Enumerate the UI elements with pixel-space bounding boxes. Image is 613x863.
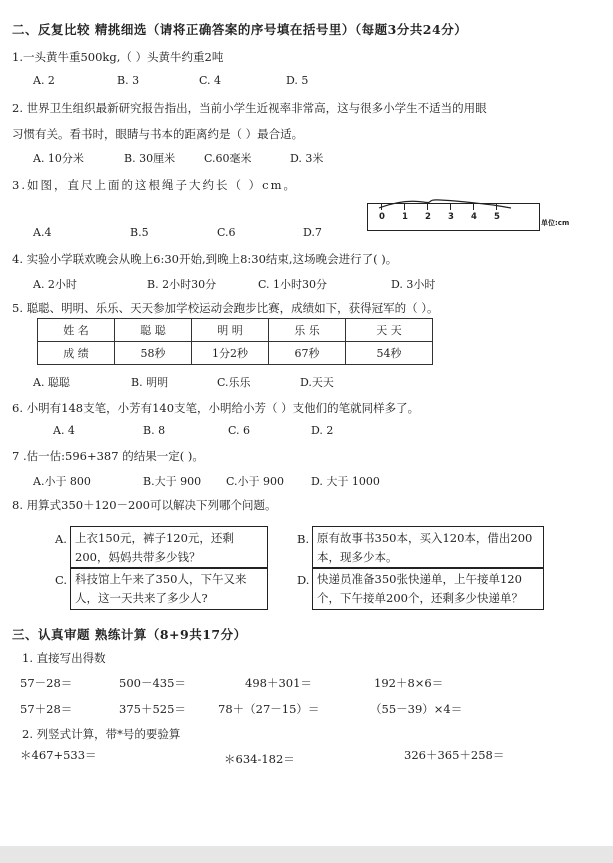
table-row (38, 319, 433, 342)
table-row (38, 342, 433, 365)
q5-option-d: D.天天 (300, 376, 334, 389)
vertical-calc-item: ＊634-182＝ (224, 752, 295, 766)
q8-box-c: 科技馆上午来了350人，下午又来人，这一天共来了多少人? (70, 567, 268, 610)
table-cell: 54秒 (346, 342, 433, 365)
table-cell: 1分2秒 (192, 342, 269, 365)
mental-calc-item: 500－435＝ (119, 676, 186, 690)
q8-box-b-label: B. (297, 532, 310, 546)
q8-stem: 8. 用算式350＋120－200可以解决下列哪个问题。 (12, 498, 277, 512)
q5-option-b: B. 明明 (131, 376, 169, 389)
section-3-title: 三、认真审题 熟练计算（8+9共17分） (12, 627, 247, 642)
q4-option-a: A. 2小时 (33, 278, 77, 291)
q8-box-d-label: D. (297, 573, 310, 587)
part1-heading: 1. 直接写出得数 (22, 651, 106, 665)
mental-calc-item: 57＋28＝ (20, 702, 73, 716)
q7-option-b: B.大于 900 (143, 475, 202, 488)
q8-box-c-label: C. (55, 573, 68, 587)
table-cell: 58秒 (115, 342, 192, 365)
q3-option-a: A.4 (33, 226, 52, 239)
q6-stem: 6. 小明有148支笔，小芳有140支笔，小明给小芳（ ）支他们的笔就同样多了。 (12, 401, 420, 415)
q4-option-c: C. 1小时30分 (258, 278, 328, 291)
q4-option-d: D. 3小时 (391, 278, 436, 291)
q6-option-b: B. 8 (143, 424, 166, 437)
q1-stem: 1.一头黄牛重500kg,（ ）头黄牛约重2吨 (12, 50, 224, 64)
q7-option-d: D. 大于 1000 (311, 475, 380, 488)
ruler-label: 1 (402, 212, 408, 222)
q2-stem-line1: 2. 世界卫生组织最新研究报告指出，当前小学生近视率非常高，这与很多小学生不适当的用眼 (12, 101, 487, 115)
q1-option-c: C. 4 (199, 74, 222, 87)
q2-option-b: B. 30厘米 (124, 152, 176, 165)
q3-option-d: D.7 (303, 226, 322, 239)
mental-calc-item: （55－39）×4＝ (370, 702, 463, 716)
q4-option-b: B. 2小时30分 (147, 278, 217, 291)
q6-option-d: D. 2 (311, 424, 334, 437)
mental-calc-item: 375＋525＝ (119, 702, 186, 716)
part2-heading: 2. 列竖式计算，带*号的要验算 (22, 727, 181, 741)
mental-calc-item: 57－28＝ (20, 676, 73, 690)
q7-stem: 7 .估一估:596+387 的结果一定( )。 (12, 449, 204, 463)
ruler-unit-label: 单位:cm (541, 219, 570, 227)
page-bottom-edge (0, 846, 613, 863)
mental-calc-item: 498＋301＝ (245, 676, 312, 690)
q1-option-a: A. 2 (33, 74, 55, 87)
vertical-calc-item: ＊467+533＝ (20, 748, 97, 762)
table-cell: 天 天 (346, 319, 433, 342)
q1-option-d: D. 5 (286, 74, 309, 87)
q3-option-b: B.5 (130, 226, 149, 239)
mental-calc-item: 192＋8×6＝ (374, 676, 444, 690)
q7-option-c: C.小于 900 (226, 475, 285, 488)
section-2-title: 二、反复比较 精挑细选（请将正确答案的序号填在括号里）（每题3分共24分） (12, 22, 468, 37)
q5-option-c: C.乐乐 (217, 376, 251, 389)
q3-option-c: C.6 (217, 226, 236, 239)
q2-option-c: C.60毫米 (204, 152, 252, 165)
vertical-calc-item: 326＋365＋258＝ (404, 748, 505, 762)
q6-option-a: A. 4 (53, 424, 75, 437)
q7-option-a: A.小于 800 (33, 475, 91, 488)
q4-stem: 4. 实验小学联欢晚会从晚上6:30开始,到晚上8:30结束,这场晚会进行了( )。 (12, 252, 398, 266)
q8-box-b: 原有故事书350本，买入120本，借出200本，现多少本。 (312, 526, 544, 569)
ruler-label: 2 (425, 212, 431, 222)
table-cell: 成 绩 (38, 342, 115, 365)
table-cell: 聪 聪 (115, 319, 192, 342)
q5-stem: 5. 聪聪、明明、乐乐、天天参加学校运动会跑步比赛，成绩如下，获得冠军的（ ）。 (12, 301, 439, 315)
table-cell: 乐 乐 (269, 319, 346, 342)
ruler-label: 0 (379, 212, 385, 222)
q5-option-a: A. 聪聪 (33, 376, 70, 389)
ruler-label: 5 (494, 212, 500, 222)
q1-option-b: B. 3 (117, 74, 140, 87)
ruler-label: 3 (448, 212, 454, 222)
ruler-label: 4 (471, 212, 477, 222)
q3-stem: 3.如图，直尺上面的这根绳子大约长（ ）cm。 (12, 178, 297, 192)
rope-drawing (365, 196, 540, 212)
table-cell: 姓 名 (38, 319, 115, 342)
q2-stem-line2: 习惯有关。看书时，眼睛与书本的距离约是（ ）最合适。 (12, 127, 304, 141)
race-results-table (37, 318, 433, 365)
mental-calc-item: 78＋（27－15）＝ (218, 702, 320, 716)
table-cell: 67秒 (269, 342, 346, 365)
q8-box-a-label: A. (55, 532, 67, 546)
q2-option-a: A. 10分米 (33, 152, 84, 165)
q8-box-d: 快递员准备350张快递单，上午接单120个，下午接单200个，还剩多少快递单？ (312, 567, 544, 610)
q2-option-d: D. 3米 (290, 152, 324, 165)
q6-option-c: C. 6 (228, 424, 251, 437)
table-cell: 明 明 (192, 319, 269, 342)
q8-box-a: 上衣150元，裤子120元，还剩200，妈妈共带多少钱？ (70, 526, 268, 569)
